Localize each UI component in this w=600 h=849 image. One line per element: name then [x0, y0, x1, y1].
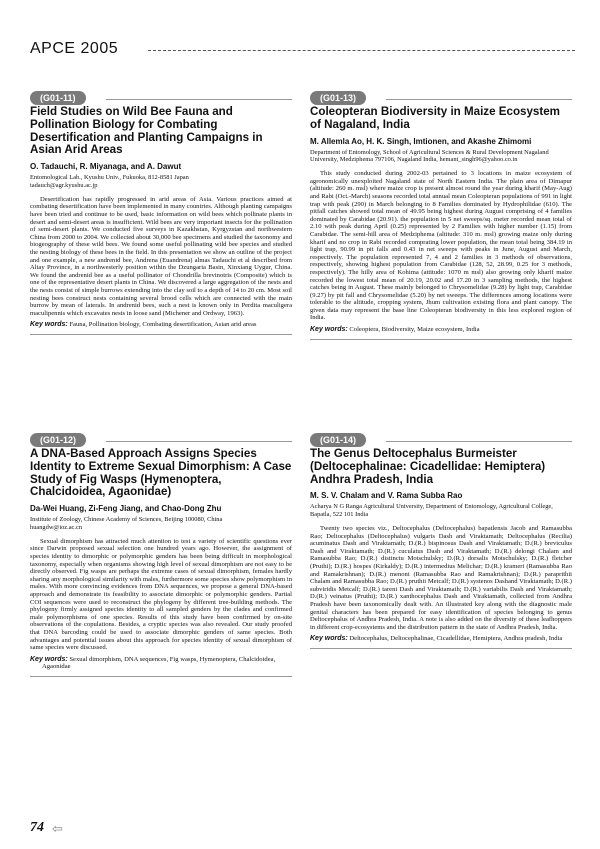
article-authors: Da-Wei Huang, Zi-Feng Jiang, and Chao-Dong Zhu	[30, 504, 222, 514]
badge-rule	[386, 441, 572, 442]
arrow-left-icon: ⇦	[52, 821, 63, 836]
article-id-badge: (G01-14)	[310, 433, 366, 447]
article-title: Field Studies on Wild Bee Fauna and Pollination Biology for Combating Desertification and Planting Campaigns in Asian Arid Areas	[30, 105, 263, 157]
keywords-label: Key words:	[310, 326, 348, 334]
article-keywords	[30, 656, 292, 671]
keywords-label: Key words:	[310, 635, 348, 643]
keywords-rule	[310, 339, 572, 340]
header-rule	[148, 50, 575, 51]
keywords-label: Key words:	[30, 321, 68, 329]
keywords-text: Sexual dimorphism, DNA sequences, Fig wasps, Hymenoptera, Chalcidoidea, Agaonidae	[42, 655, 276, 671]
article-id-badge: (G01-13)	[310, 91, 366, 105]
article-authors: M. S. V. Chalam and V. Rama Subba Rao	[310, 491, 463, 501]
article-g01-12	[30, 430, 292, 677]
article-g01-13	[310, 88, 572, 340]
badge-rule	[106, 99, 292, 100]
article-abstract: This study conducted during 2002-03 pertained to 3 locations in maize ecosystem of agronomically unexploited Nagaland state of North Eastern India. The plain area of Dimapur (altitude: 260 m. msl) where maize crop is present almost round the year during kharif (May-Aug) and Rabi (Oct.-March) seasons recorded total annual mean Coleopteran populations of 991 in light trap with peak (290) in March belonging to 8 Families dominated by Hydrophilidae (610). The pitfall catches showed total mean of 49.95 being highest during August comprising of 4 families dominated by Carabidae (20.91). the population in 5 net sweeps/sq. meter recorded mean total of 2.10 with peak during April (0.25) represented by 2 Families with higher number (1.15) from Carabidae. The semi-hill area of Medziphema (altitude: 310 m. msl) growing maize only during kharif and no crop in Rabi recorded comprating lower population, the mean total being 384.19 in light trap, 90.99 in pit falls and 0.43 in net sweeps with peaks in June, August and March, respectively. The population represented 7, 4 and 2 families in 3 methods of observations, respectively, showing highest population from Carabidae (128, 52, 28.99, 0.25 for 3 methods, respectively). The hilly area of Kohima (attitude: 1070 m msl) also growing only kharif maize recorded the lowest total mean of 20.19, 20.02 and 17.20 in 3 sampling methods, the highest catches being in August. These mainly belonged to Chrysomelidae (9.28) by light trap, Carabidae (9.27) by pit fall and Chrysomelidae (5.20) by net sweeps. The differences among locations were tolerable to the altitude, cropping system, Jhum cultivation existing flora and plant canopy. The given data may represent the base line Coleopteran biodiversity in this less explored region of India.	[310, 170, 572, 322]
article-affiliation: Entomological Lab., Kyushu Univ., Fukuoka, 812-8581 Japan tadauch@agr.kyushu.ac.jp	[30, 174, 189, 189]
article-authors: O. Tadauchi, R. Miyanaga, and A. Dawut	[30, 162, 182, 172]
keywords-rule	[30, 676, 292, 677]
keywords-rule	[30, 334, 292, 335]
running-header	[30, 40, 575, 58]
page-number: 74	[30, 820, 44, 835]
badge-rule	[106, 441, 292, 442]
article-keywords	[310, 326, 572, 334]
article-keywords	[310, 635, 572, 643]
article-abstract: Sexual dimorphism has attracted much attention to test a variety of scientific questions ever since Darwin proposed sexual selection one hundred years ago. However, the assignment of species identity to dimorphic or polymorphic genders has been being difficult in morphological taxonomy, especially when organisms showing high level of sexual dimorphism are not easy to be directly observed. Fig wasps are perhaps the extreme cases of sexual dimorphism, females hardly sharing any morphological similarity with males, furthermore some species show polymorphism in males. With more convincing evidences from DNA sequences, we propose a general DNA-based approach and demonstrate its feasibility to associate dimorphic or polymorphic genders. Partial COI sequences were used to reconstruct the phylogeny by different tree-building methods. The phylogeny firmly assigned species identity to all sampled genders by the clades and confirmed male polymorphisms of one species. Results of this study have been confirmed by on-site observations of the copulations. Besides, a cryptic species was also revealed. Our study proofed that DNA barcoding could be used to associate dimorphic genders of same species. Both advantages and potential issues about this approach for species identity of sexual dimorphism of same species were discussed.	[30, 537, 292, 652]
keywords-rule	[310, 648, 572, 649]
article-id-badge: (G01-12)	[30, 433, 86, 447]
article-abstract: Twenty two species viz., Deltocephalus (Deltocephalus) bapatlensis Jacob and Ramasubba Rao; Deltocephalus (Deltocephalus) vulgaris Dash and Viraktamath; Deltocephalus (Recilia) acuminatus Dash and Viraktamath; D.(R.) bispinosus Dash and Viraktamath; D.(R.) breviculus Dash and Viraktamath; D.(R.) cuculatus Dash and Viraktamath; D.(R.) delongi Chalam and Ramasubba Rao; D.(R.) distinctu Motschulsky; D.(R.) dorsalis Motschulsky; D.(R.) fletcher (Pruthi); D.(R.) hospes (Kirkaldy); D.(R.) intermedius Melichar; D.(R.) krameri (Ramasubba Rao and Ramakrishnan); D.(R.) menoni (Ramasubba Rao and Ramakrishnan); D.(R.) paraprithii Chalam and Ramasubba Rao; D.(R.) pruthii Metcalf; D.(R.) systenos Dashand Viraktamath; D.(R.) subviridis Metcalf; D.(R.) tareni Dash and Viraktamath; D.(R.) variabilis Dash and Viraktamath; D.(R.) veinatus (Pruthi); D.(R.) xanthocephalus Dash and Viraktamath, collected from Andhra Pradesh have been taxonomically dealt with. An illustrated key along with the diagnostic male genital characters has been prepared for easy identification of species belonging to genus Deltocephalus of Andhra Pradesh, India. A note is also added on the diversity of these leafhoppers in different crop-ecosystems and the distribution pattern in the state of Andhra Pradesh, India.	[310, 524, 572, 631]
article-title: The Genus Deltocephalus Burmeister (Deltocephalinae: Cicadellidae: Hemiptera) Andhra Pradesh, India	[310, 447, 546, 486]
keywords-label: Key words:	[30, 655, 68, 663]
keywords-text: Fauna, Pollination biology, Combating desertification, Asian arid areas	[69, 321, 257, 329]
article-g01-11	[30, 88, 292, 335]
badge-rule	[386, 99, 572, 100]
article-abstract: Desertification has rapidly progressed in arid areas of Asia. Various practices aimed at combating desertification have been implemented in many countries. Although planting campaigns have been tried and continue to be used, basic information on wild bees which pollinate plants in desert and semi-desert areas is insufficient. Wild bees are very important insects for the pollination of semi-desert plants. We conducted five surveys in Kazakhstan, Kyrgyzstan and northwestern China from 2000 to 2004. We collected about 30,000 bee specimens and studied the taxonomy and biogeography of these wild bees. We found some useful pollinating wild bee species and studied the nesting biology of these bees in the field. In this presentation we show an outline of the project and one example, a new andrenid bee, Andrena (Euandrena) almas Tadauchi et al described from Altay Province, in a northwesterly position within the Dzungaria Basin, Xinxiang Uygur, China. We found the andrenid bee as a useful pollinator of Chondrilla brevinotris (Composite) which is one of the representative desert plants in China. We discovered a large aggregation of the nests and the nests consist of simple burrows extending into the clay soil to a depth of 14 to 20 cm. Most soil nesting bees construct nests containing several brood cells which are connected with the main burrow by mean of laterals. In andrenid bees, such a nest is known only in Perdita maculigera maculipennis which excavates nests in loose sand (Michener and Ordway, 1963).	[30, 195, 292, 317]
keywords-text: Coleoptera, Biodiversity, Maize ecosystem, India	[349, 326, 480, 334]
article-affiliation: Institute of Zoology, Chinese Academy of Sciences, Beijing 100080, China huangdw@ioz.ac.cn	[30, 516, 223, 531]
article-affiliation: Department of Entomology, School of Agricultural Sciences & Rural Development Nagaland University, Medziphema 797106, Nagaland India, hemant_singh96@yahoo.co.in	[310, 148, 549, 164]
article-authors: M. Allemla Ao, H. K. Singh, Imtionen, and Akashe Zhimomi	[310, 136, 532, 146]
article-keywords	[30, 321, 292, 329]
article-g01-14	[310, 430, 572, 649]
article-id-badge: (G01-11)	[30, 91, 86, 105]
keywords-text: Deltocephalus, Deltocephalinae, Cicadellidae, Hemiptera, Andhra pradesh, India	[349, 635, 563, 643]
conference-title: APCE 2005	[30, 40, 119, 57]
article-affiliation: Acharya N G Ranga Agricultural University, Department of Entomology, Agricultural College, Bapatla, 522 101 India	[310, 503, 553, 519]
article-title: Coleopteran Biodiversity in Maize Ecosystem of Nagaland, India	[310, 105, 560, 131]
article-title: A DNA-Based Approach Assigns Species Identity to Extreme Sexual Dimorphism: A Case Study of Fig Wasps (Hymenoptera, Chalcidoidea, Agaonidae)	[30, 447, 292, 499]
